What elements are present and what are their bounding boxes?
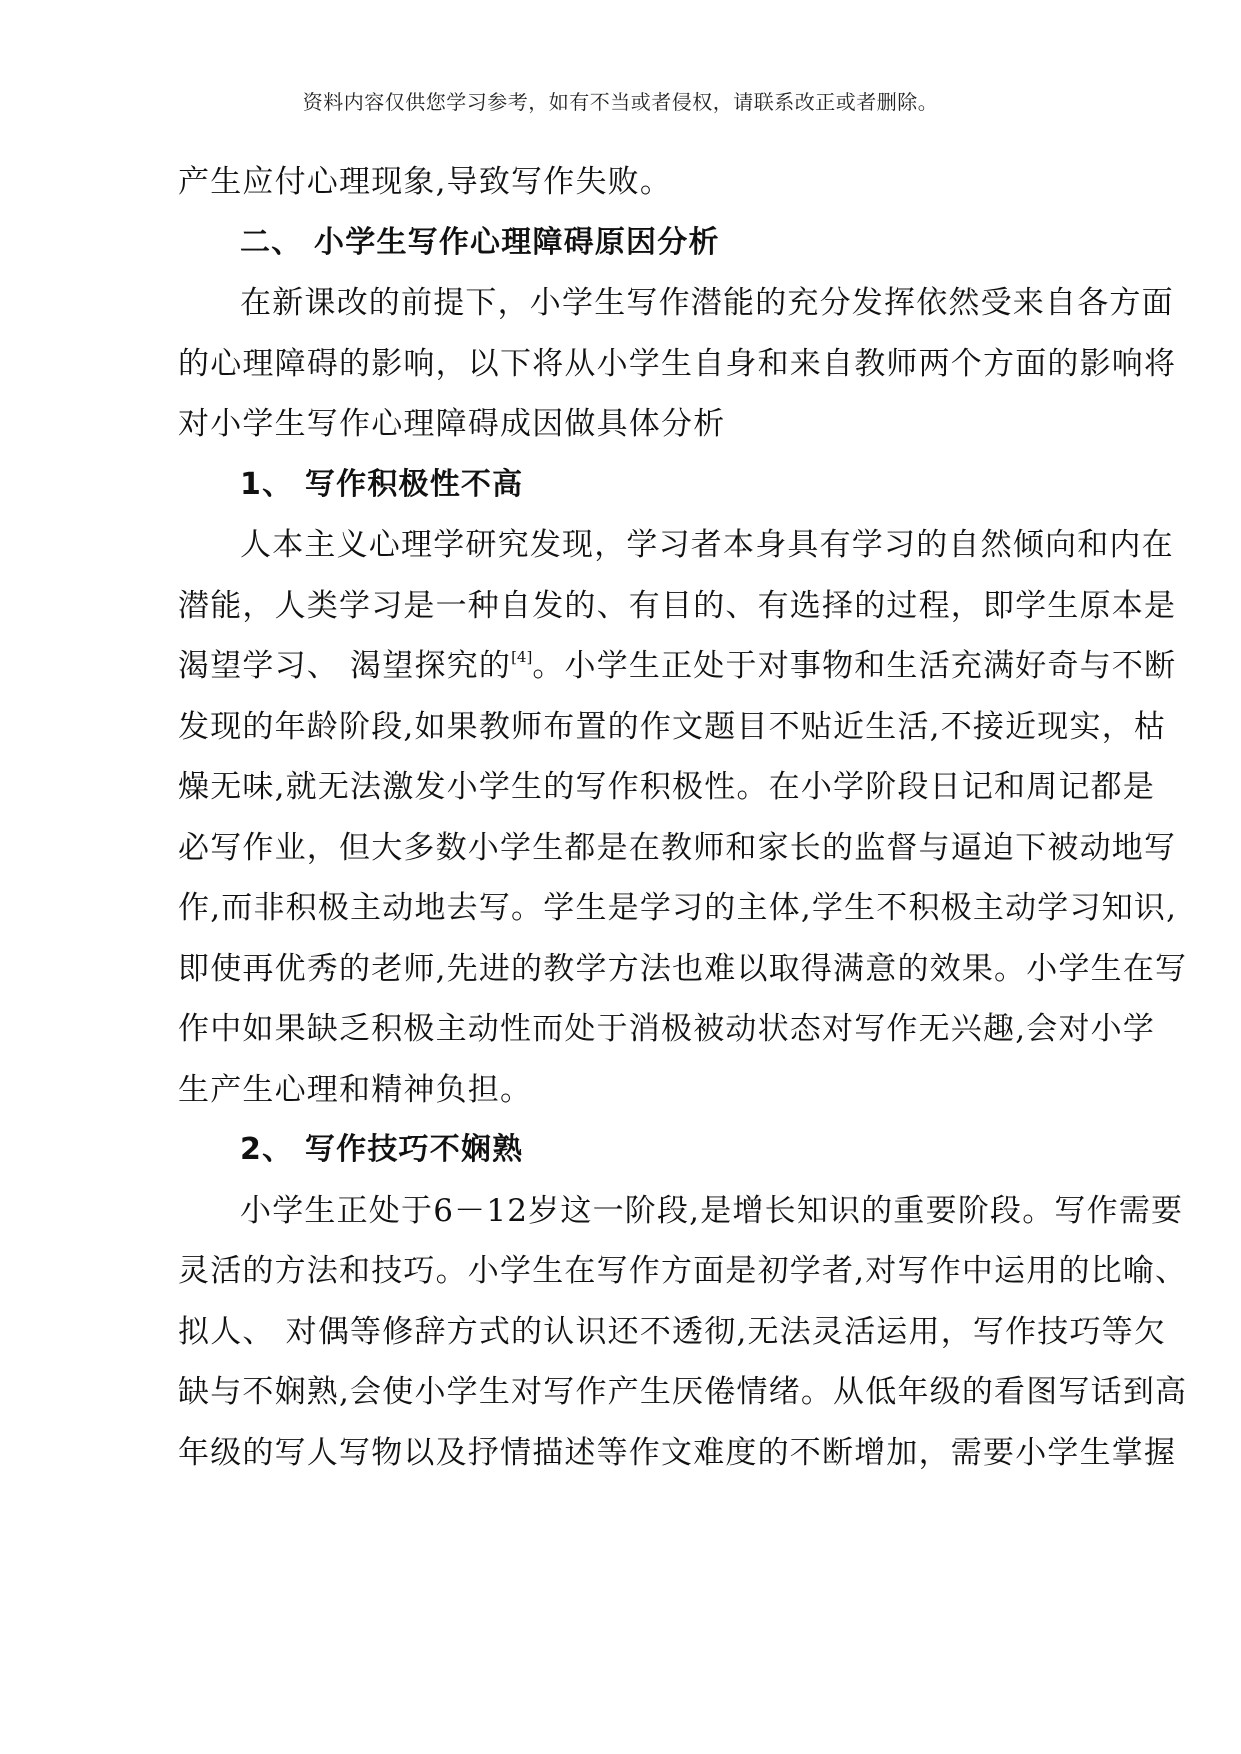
subsection-heading: 1、 写作积极性不高	[240, 466, 524, 502]
body-line: 作中如果缺乏积极主动性而处于消极被动状态对写作无兴趣,会对小学	[178, 1011, 1156, 1047]
body-line: 生产生心理和精神负担。	[178, 1071, 533, 1108]
body-line: 的心理障碍的影响，以下将从小学生自身和来自教师两个方面的影响将	[178, 345, 1177, 382]
body-line: 人本主义心理学研究发现，学习者本身具有学习的自然倾向和内在	[240, 527, 1174, 563]
disclaimer-header: 资料内容仅供您学习参考，如有不当或者侵权，请联系改正或者删除。	[302, 90, 939, 114]
body-line: 必写作业，但大多数小学生都是在教师和家长的监督与逼迫下被动地写	[178, 829, 1177, 866]
body-line: 缺与不娴熟,会使小学生对写作产生厌倦情绪。从低年级的看图写话到高	[178, 1374, 1188, 1410]
body-line-part: 。小学生正处于对事物和生活充满好奇与不断	[532, 648, 1177, 684]
body-line: 在新课改的前提下，小学生写作潜能的充分发挥依然受来自各方面	[240, 285, 1174, 321]
subsection-heading: 2、 写作技巧不娴熟	[240, 1132, 524, 1167]
body-line: 即使再优秀的老师,先进的教学方法也难以取得满意的效果。小学生在写	[178, 950, 1188, 987]
body-line: 年级的写人写物以及抒情描述等作文难度的不断增加，需要小学生掌握	[178, 1434, 1177, 1471]
body-line: 小学生正处于6－12岁这一阶段,是增长知识的重要阶段。写作需要	[240, 1192, 1184, 1229]
body-line-part: 渴望学习、 渴望探究的	[178, 648, 512, 684]
body-line: 灵活的方法和技巧。小学生在写作方面是初学者,对写作中运用的比喻、	[178, 1253, 1188, 1289]
body-line-with-citation	[178, 636, 1177, 697]
body-line: 作,而非积极主动地去写。学生是学习的主体,学生不积极主动学习知识,	[178, 890, 1178, 926]
body-line: 对小学生写作心理障碍成因做具体分析	[178, 406, 726, 442]
document-body	[178, 152, 1188, 1483]
citation-marker: [4]	[511, 648, 533, 666]
body-line: 燥无味,就无法激发小学生的写作积极性。在小学阶段日记和周记都是	[178, 769, 1156, 805]
body-line: 产生应付心理现象,导致写作失败。	[178, 164, 673, 200]
body-line: 潜能，人类学习是一种自发的、有目的、有选择的过程，即学生原本是	[178, 587, 1177, 624]
body-line: 拟人、 对偶等修辞方式的认识还不透彻,无法灵活运用，写作技巧等欠	[178, 1313, 1167, 1350]
body-line: 发现的年龄阶段,如果教师布置的作文题目不贴近生活,不接近现实，枯	[178, 708, 1167, 745]
section-heading: 二、 小学生写作心理障碍原因分析	[240, 224, 720, 260]
